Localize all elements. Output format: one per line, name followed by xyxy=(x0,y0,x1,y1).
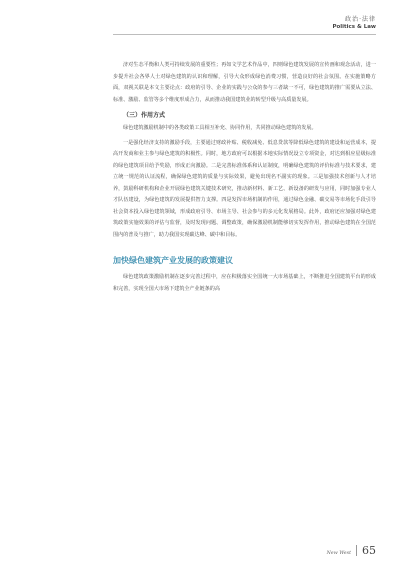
section-heading: 加快绿色建筑产业发展的政策建议 xyxy=(113,256,233,265)
body-paragraph: 济对生态平衡和人类可持续发展的重要性；再如文学艺术作品中，四则绿色建筑发展的宣传画和观念活动，进一步提升社会各界人士对绿色建筑的认识和理解，引导大众形成绿色消费习惯，营造良好的社会氛围。在实施策略方面，双视关联是本文主要论点：政府的引导、企业的实践与公众的参与三者缺一不可，绿色建筑的推广需要从立法、标准、激励、监管等多个维度形成合力，从而推动我国建筑业的转型升级与高质量发展。 xyxy=(113,62,376,103)
column-header xyxy=(332,14,376,30)
body-paragraph: 绿色建筑政策激励机制在逐步完善过程中，应在积极落实全国统一大市场基础上，不断推进全国建筑平台的形成和完善，实现全国大市场下建筑全产业链条的高 xyxy=(113,274,376,292)
magazine-name: New West xyxy=(326,551,351,556)
subsection-heading: （三）作用方式 xyxy=(123,112,166,119)
header-divider xyxy=(113,34,376,35)
body-paragraph: 一是强化经济支持的激励手段，主要通过财政补贴、税收减免、低息贷款等降低绿色建筑的建设和运营成本，提高开发商和业主参与绿色建筑的积极性。同时，地方政府可以根据本地实际情况设立专项资金，对达到相应星级标准的绿色建筑项目给予奖励，形成正向激励。二是完善标准体系和认证制度，明确绿色建筑的评价标准与技术要求，建立统一规范的认证流程，确保绿色建筑的质量与实际效果，避免出现名不副实的现象。三是加强技术创新与人才培养，鼓励科研机构和企业开展绿色建筑关键技术研究，推动新材料、新工艺、新设备的研发与应用，同时加强专业人才队伍建设，为绿色建筑的发展提供智力支撑。四是发挥市场机制的作用，通过绿色金融、碳交易等市场化手段引导社会资本投入绿色建筑领域，形成政府引导、市场主导、社会参与的多元化发展格局。此外，政府还应加强对绿色建筑政策实施效果的评估与监督，及时发现问题、调整政策，确保激励机制能够切实发挥作用，推动绿色建筑在全国范围内的普及与推广，助力我国实现碳达峰、碳中和目标。 xyxy=(113,139,376,238)
article-body xyxy=(113,60,376,298)
column-name-cn: 政治·法律 xyxy=(345,16,376,23)
column-name-en: Politics & Law xyxy=(332,24,376,30)
body-paragraph: 绿色建筑激励机制中的各类政策工具相互补充、协同作用，共同推动绿色建筑的发展。 xyxy=(123,125,317,131)
page-number: 65 xyxy=(362,544,376,557)
page-footer xyxy=(327,545,376,556)
footer-divider xyxy=(356,545,357,556)
